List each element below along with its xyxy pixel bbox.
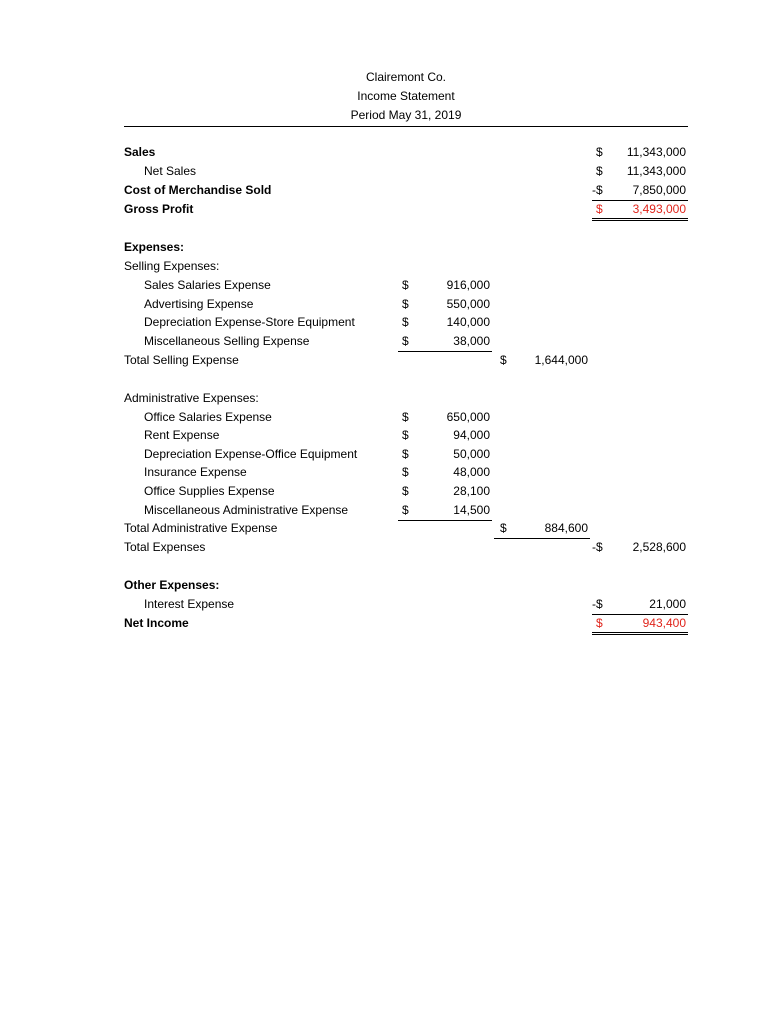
selling-item-currency: $ [402, 315, 409, 329]
selling-item-label: Depreciation Expense-Store Equipment [144, 315, 355, 329]
net-sales-currency: $ [596, 164, 603, 178]
selling-expenses-heading: Selling Expenses: [124, 259, 220, 273]
net-sales-label: Net Sales [144, 164, 197, 178]
cogs-value: 7,850,000 [632, 183, 686, 197]
cogs-underline [592, 200, 688, 201]
total-expenses-currency: -$ [592, 540, 603, 554]
selling-item-currency: $ [402, 297, 409, 311]
gross-profit-label: Gross Profit [124, 202, 194, 216]
admin-item-value: 14,500 [453, 503, 490, 517]
total-admin-label: Total Administrative Expense [124, 521, 278, 535]
admin-item-currency: $ [402, 428, 409, 442]
admin-item-value: 94,000 [453, 428, 490, 442]
interest-expense-label: Interest Expense [144, 597, 235, 611]
admin-item-currency: $ [402, 503, 409, 517]
company-name: Clairemont Co. [365, 70, 447, 84]
interest-expense-currency: -$ [592, 597, 603, 611]
admin-item-currency: $ [402, 447, 409, 461]
admin-item-label: Depreciation Expense-Office Equipment [144, 447, 358, 461]
net-income-double-underline [592, 632, 688, 635]
selling-item-value: 38,000 [453, 334, 490, 348]
gross-profit-value: 3,493,000 [632, 202, 686, 216]
admin-item-value: 50,000 [453, 447, 490, 461]
net-income-value: 943,400 [642, 616, 686, 630]
admin-item-currency: $ [402, 410, 409, 424]
statement-period: Period May 31, 2019 [350, 108, 462, 122]
net-income-currency: $ [596, 616, 603, 630]
interest-expense-value: 21,000 [649, 597, 686, 611]
admin-item-currency: $ [402, 465, 409, 479]
selling-underline [398, 351, 492, 352]
total-selling-value: 1,644,000 [534, 353, 588, 367]
sales-currency: $ [596, 145, 603, 159]
admin-item-value: 48,000 [453, 465, 490, 479]
interest-underline [592, 614, 688, 615]
admin-item-value: 650,000 [446, 410, 490, 424]
total-expenses-label: Total Expenses [124, 540, 206, 554]
total-selling-currency: $ [500, 353, 507, 367]
admin-item-label: Rent Expense [144, 428, 220, 442]
cogs-currency: -$ [592, 183, 603, 197]
admin-item-label: Office Salaries Expense [144, 410, 272, 424]
selling-item-label: Miscellaneous Selling Expense [144, 334, 310, 348]
selling-item-value: 140,000 [446, 315, 490, 329]
selling-item-value: 916,000 [446, 278, 490, 292]
sales-value: 11,343,000 [626, 145, 686, 159]
total-admin-currency: $ [500, 521, 507, 535]
selling-item-currency: $ [402, 278, 409, 292]
total-selling-label: Total Selling Expense [124, 353, 239, 367]
sales-label: Sales [124, 145, 156, 159]
admin-item-label: Insurance Expense [144, 465, 247, 479]
total-expenses-value: 2,528,600 [632, 540, 686, 554]
selling-item-label: Advertising Expense [144, 297, 254, 311]
total-admin-value: 884,600 [544, 521, 588, 535]
selling-item-value: 550,000 [446, 297, 490, 311]
net-sales-value: 11,343,000 [626, 164, 686, 178]
admin-underline [398, 520, 492, 521]
admin-item-label: Office Supplies Expense [144, 484, 275, 498]
admin-expenses-heading: Administrative Expenses: [124, 391, 259, 405]
admin-item-value: 28,100 [453, 484, 490, 498]
gross-profit-currency: $ [596, 202, 603, 216]
statement-title: Income Statement [357, 89, 455, 103]
total-admin-underline [494, 538, 590, 539]
admin-item-currency: $ [402, 484, 409, 498]
other-expenses-heading: Other Expenses: [124, 578, 220, 592]
selling-item-currency: $ [402, 334, 409, 348]
gross-profit-double-underline [592, 218, 688, 221]
header-divider [124, 126, 688, 127]
selling-item-label: Sales Salaries Expense [144, 278, 271, 292]
net-income-label: Net Income [124, 616, 189, 630]
admin-item-label: Miscellaneous Administrative Expense [144, 503, 349, 517]
expenses-heading: Expenses: [124, 240, 185, 254]
cogs-label: Cost of Merchandise Sold [124, 183, 272, 197]
